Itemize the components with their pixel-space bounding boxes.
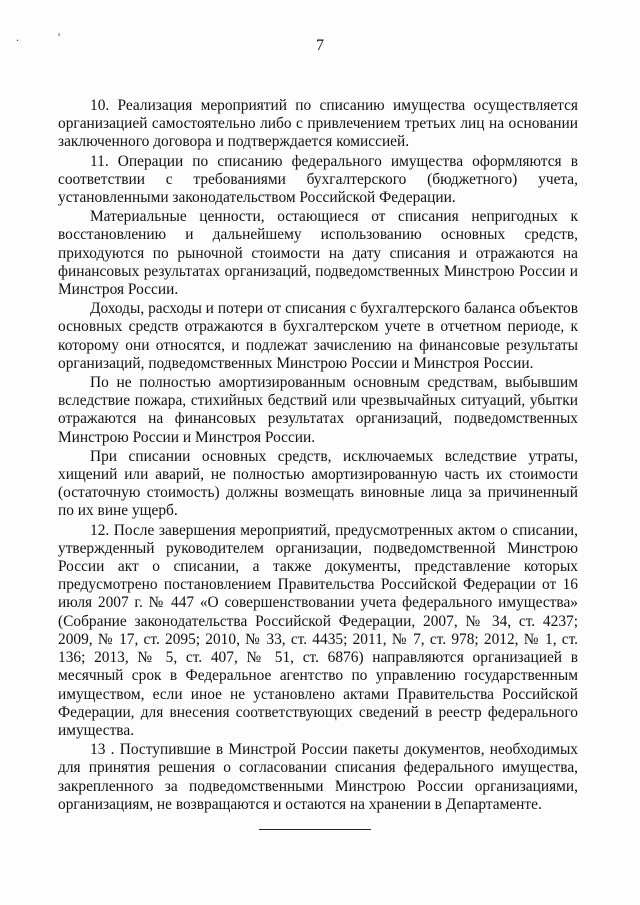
paragraph-fire-losses: По не полностью амортизированным основным средствам, выбывшим вследствие пожара, стихийных бедствий или чрезвычайных ситуаций, убытки отражаются на финансовых результатах организаций, подведомственных Минстрою России и Минстроя России. <box>58 374 578 446</box>
scan-marks: . ' <box>16 30 79 44</box>
end-separator-line <box>259 829 371 830</box>
page-number: 7 <box>316 37 324 54</box>
paragraph-theft-losses: При списании основных средств, исключаемых вследствие утраты, хищений или аварий, не полностью амортизированную часть их стоимости (остаточную стоимость) должны возмещать виновные лица за причиненный по их вине ущерб. <box>58 447 578 520</box>
paragraph-10: 10. Реализация мероприятий по списанию имущества осуществляется организацией самостоятельно либо с привлечением третьих лиц на основании заключенного договора и подтверждается комиссией. <box>58 97 578 151</box>
paragraph-income-expenses: Доходы, расходы и потери от списания с бухгалтерского баланса объектов основных средств отражаются в бухгалтерском учете в отчетном периоде, к которому они относятся, и подлежат зачислению на финансовые результаты организаций, подведомственных Минстрою России и Минстроя России. <box>58 300 578 372</box>
paragraph-12: 12. После завершения мероприятий, предусмотренных актом о списании, утвержденный руководителем организации, подведомственной Минстрою России акт о списании, а также документы, представление которых предусмотрено постановлением Правительства Российской Федерации от 16 июля 2007 г. № 447 «О совершенствовании учета федерального имущества» (Собрание законодательства Российской Федерации, 2007, № 34, ст. 4237; 2009, № 17, ст. 2095; 2010, № 33, ст. 4435; 2011, № 7, ст. 978; 2012, № 1, ст. 136; 2013, № 5, ст. 407, № 51, ст. 6876) направляются организацией в месячный срок в Федеральное агентство по управлению государственным имуществом, если иное не установлено актами Правительства Российской Федерации, для внесения соответствующих сведений в реестр федерального имущества. <box>58 521 578 739</box>
paragraph-11: 11. Операции по списанию федерального имущества оформляются в соответствии с требованиями бухгалтерского (бюджетного) учета, установленными законодательством Российской Федерации. <box>58 152 578 207</box>
paragraph-13: 13 . Поступившие в Минстрой России пакеты документов, необходимых для принятия решения о согласовании списания федерального имущества, закрепленного за подведомственными Минстрою России организациями, организациям, не возвращаются и остаются на хранении в Департаменте. <box>58 741 578 813</box>
paragraph-material-values: Материальные ценности, остающиеся от списания непригодных к восстановлению и дальнейшему использованию основных средств, приходуются по рыночной стоимости на дату списания и отражаются на финансовых результатах организаций, подведомственных Минстрою России и Минстроя России. <box>58 208 578 299</box>
document-body <box>58 97 578 814</box>
